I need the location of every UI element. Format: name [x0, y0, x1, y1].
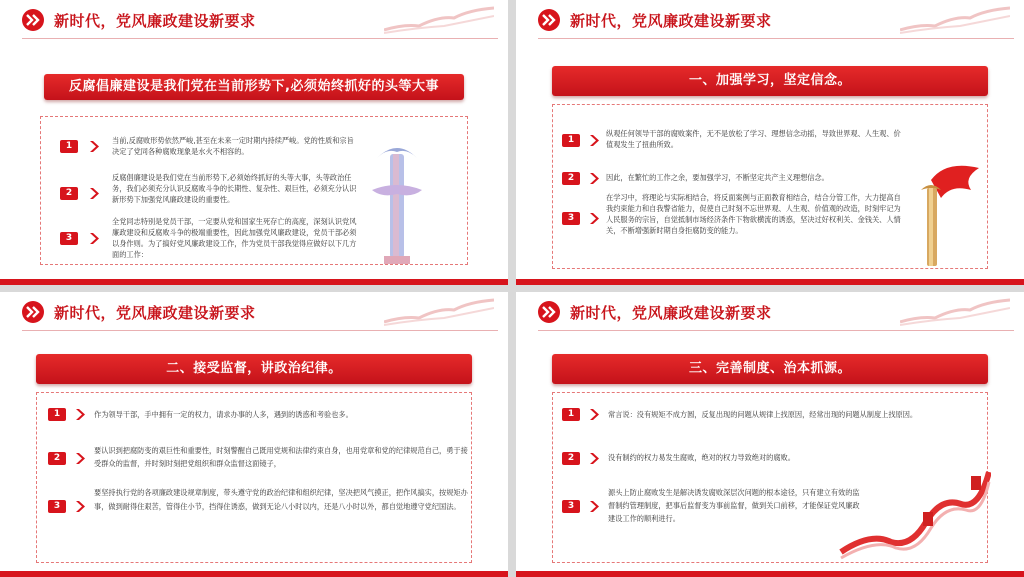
great-wall-decoration	[900, 4, 1010, 34]
red-flag-pillar-illustration	[901, 150, 983, 270]
section-banner: 反腐倡廉建设是我们党在当前形势下,必须始终抓好的头等大事	[44, 74, 464, 100]
item-text: 源头上防止腐败发生是解决诱发腐败深层次问题的根本途径，只有建立有效的监督制约管理制度，把事后监督变为事前监督，做到关口前移，才能保证党风廉政建设工作的顺利进行。	[608, 488, 860, 523]
chevron-right-icon	[588, 212, 600, 225]
section-banner: 二、接受监督，讲政治纪律。	[36, 354, 472, 384]
item-text: 没有制约的权力易发生腐败，绝对的权力导致绝对的腐败。	[608, 453, 795, 462]
header-divider	[538, 330, 1014, 331]
item-text: 当前,反腐败形势依然严峻,甚至在未来一定时期内持续严峻。党的性质和宗旨决定了党同各种腐败现象是水火不相容的。	[112, 136, 354, 156]
chevron-right-icon	[74, 500, 86, 513]
great-wall-illustration	[831, 452, 991, 562]
item-number: 1	[48, 408, 66, 421]
double-chevron-icon	[22, 301, 44, 323]
double-chevron-icon	[22, 9, 44, 31]
slide-title: 新时代，党风廉政建设新要求	[54, 304, 256, 322]
item-number: 3	[562, 500, 580, 513]
chevron-right-icon	[88, 232, 100, 245]
section-banner: 三、完善制度、治本抓源。	[552, 354, 988, 384]
double-chevron-icon	[538, 301, 560, 323]
section-banner: 一、加强学习，坚定信念。	[552, 66, 988, 96]
slide-2[interactable]	[516, 0, 1024, 285]
bottom-stripe	[516, 279, 1024, 285]
item-number: 3	[562, 212, 580, 225]
great-wall-decoration	[900, 296, 1010, 326]
header-divider	[22, 38, 498, 39]
item-text: 纵观任何领导干部的腐败案件，无不是放松了学习、理想信念动摇，导致世界观、人生观、价值观发生了扭曲所致。	[606, 129, 901, 149]
bottom-stripe	[516, 571, 1024, 577]
chevron-right-icon	[88, 187, 100, 200]
item-text: 因此，在繁忙的工作之余，要加强学习，不断坚定共产主义理想信念。	[606, 173, 829, 182]
slide-1[interactable]	[0, 0, 508, 285]
slide-3[interactable]	[0, 292, 508, 577]
item-number: 1	[60, 140, 78, 153]
double-chevron-icon	[538, 9, 560, 31]
item-number: 2	[562, 172, 580, 185]
chevron-right-icon	[88, 140, 100, 153]
item-text: 常言说：没有规矩不成方圆，反复出现的问题从规律上找原因，经常出现的问题从制度上找原因。	[608, 410, 918, 419]
header-divider	[22, 330, 498, 331]
chevron-right-icon	[74, 408, 86, 421]
item-number: 2	[60, 187, 78, 200]
item-number: 2	[48, 452, 66, 465]
item-number: 1	[562, 134, 580, 147]
item-number: 1	[562, 408, 580, 421]
bottom-stripe	[0, 571, 508, 577]
item-text: 全党同志特别是党员干部，一定要从党和国家生死存亡的高度，深刻认识党风廉政建设和反腐败斗争的极端重要性，因此加强党风廉政建设，党员干部必须以身作则。为了搞好党风廉政建设工作，作为党员干部我觉得应做好以下几方面的工作：	[112, 217, 357, 259]
item-text: 作为领导干部，手中拥有一定的权力，请求办事的人多，遇到的诱惑和考验也多。	[94, 410, 353, 419]
slide-title: 新时代，党风廉政建设新要求	[570, 304, 772, 322]
huabiao-pillar-illustration	[362, 130, 432, 270]
chevron-right-icon	[588, 500, 600, 513]
chevron-right-icon	[588, 452, 600, 465]
great-wall-decoration	[384, 4, 494, 34]
item-number: 3	[48, 500, 66, 513]
item-number: 2	[562, 452, 580, 465]
chevron-right-icon	[74, 452, 86, 465]
item-text: 要认识到把腐防变的艰巨性和重要性，时刻警醒自己既用党规和法律约束自身，也用党章和党的纪律规范自己，勇于接受群众的监督，并时刻时刻把党组织和群众监督这面镜子，	[94, 446, 468, 468]
item-text: 反腐倡廉建设是我们党在当前形势下,必须始终抓好的头等大事，头等政治任务，我们必须充分认识反腐败斗争的长期性、复杂性、艰巨性，必须充分认识新形势下加强党风廉政建设的重要性。	[112, 173, 357, 204]
slide-title: 新时代，党风廉政建设新要求	[570, 12, 772, 30]
chevron-right-icon	[588, 172, 600, 185]
chevron-right-icon	[588, 408, 600, 421]
item-text: 在学习中，将理论与实际相结合，将反面案例与正面教育相结合，结合分管工作，大力提高自我约束能力和自我警省能力，促使自己时刻不忘世界观、人生观、价值观的改造，时刻牢记为人民服务的宗旨，自觉抵制市场经济条件下物欲横流的诱惑，坚决过好权利关、金钱关、人情关，不断增强新时期自身拒腐防变的能力。	[606, 193, 901, 235]
item-text: 要坚持执行党的各项廉政建设规章制度，带头遵守党的政治纪律和组织纪律，坚决把风气摸正，把作风搞实，按规矩办事，做到耐得住艰苦，管得住小节，挡得住诱惑，做到无论八小时以内，还是八小时以外，都自觉地遵守党纪国法。	[94, 488, 468, 511]
great-wall-decoration	[384, 296, 494, 326]
bottom-stripe	[0, 279, 508, 285]
slide-4[interactable]	[516, 292, 1024, 577]
slide-title: 新时代，党风廉政建设新要求	[54, 12, 256, 30]
item-number: 3	[60, 232, 78, 245]
header-divider	[538, 38, 1014, 39]
chevron-right-icon	[588, 134, 600, 147]
